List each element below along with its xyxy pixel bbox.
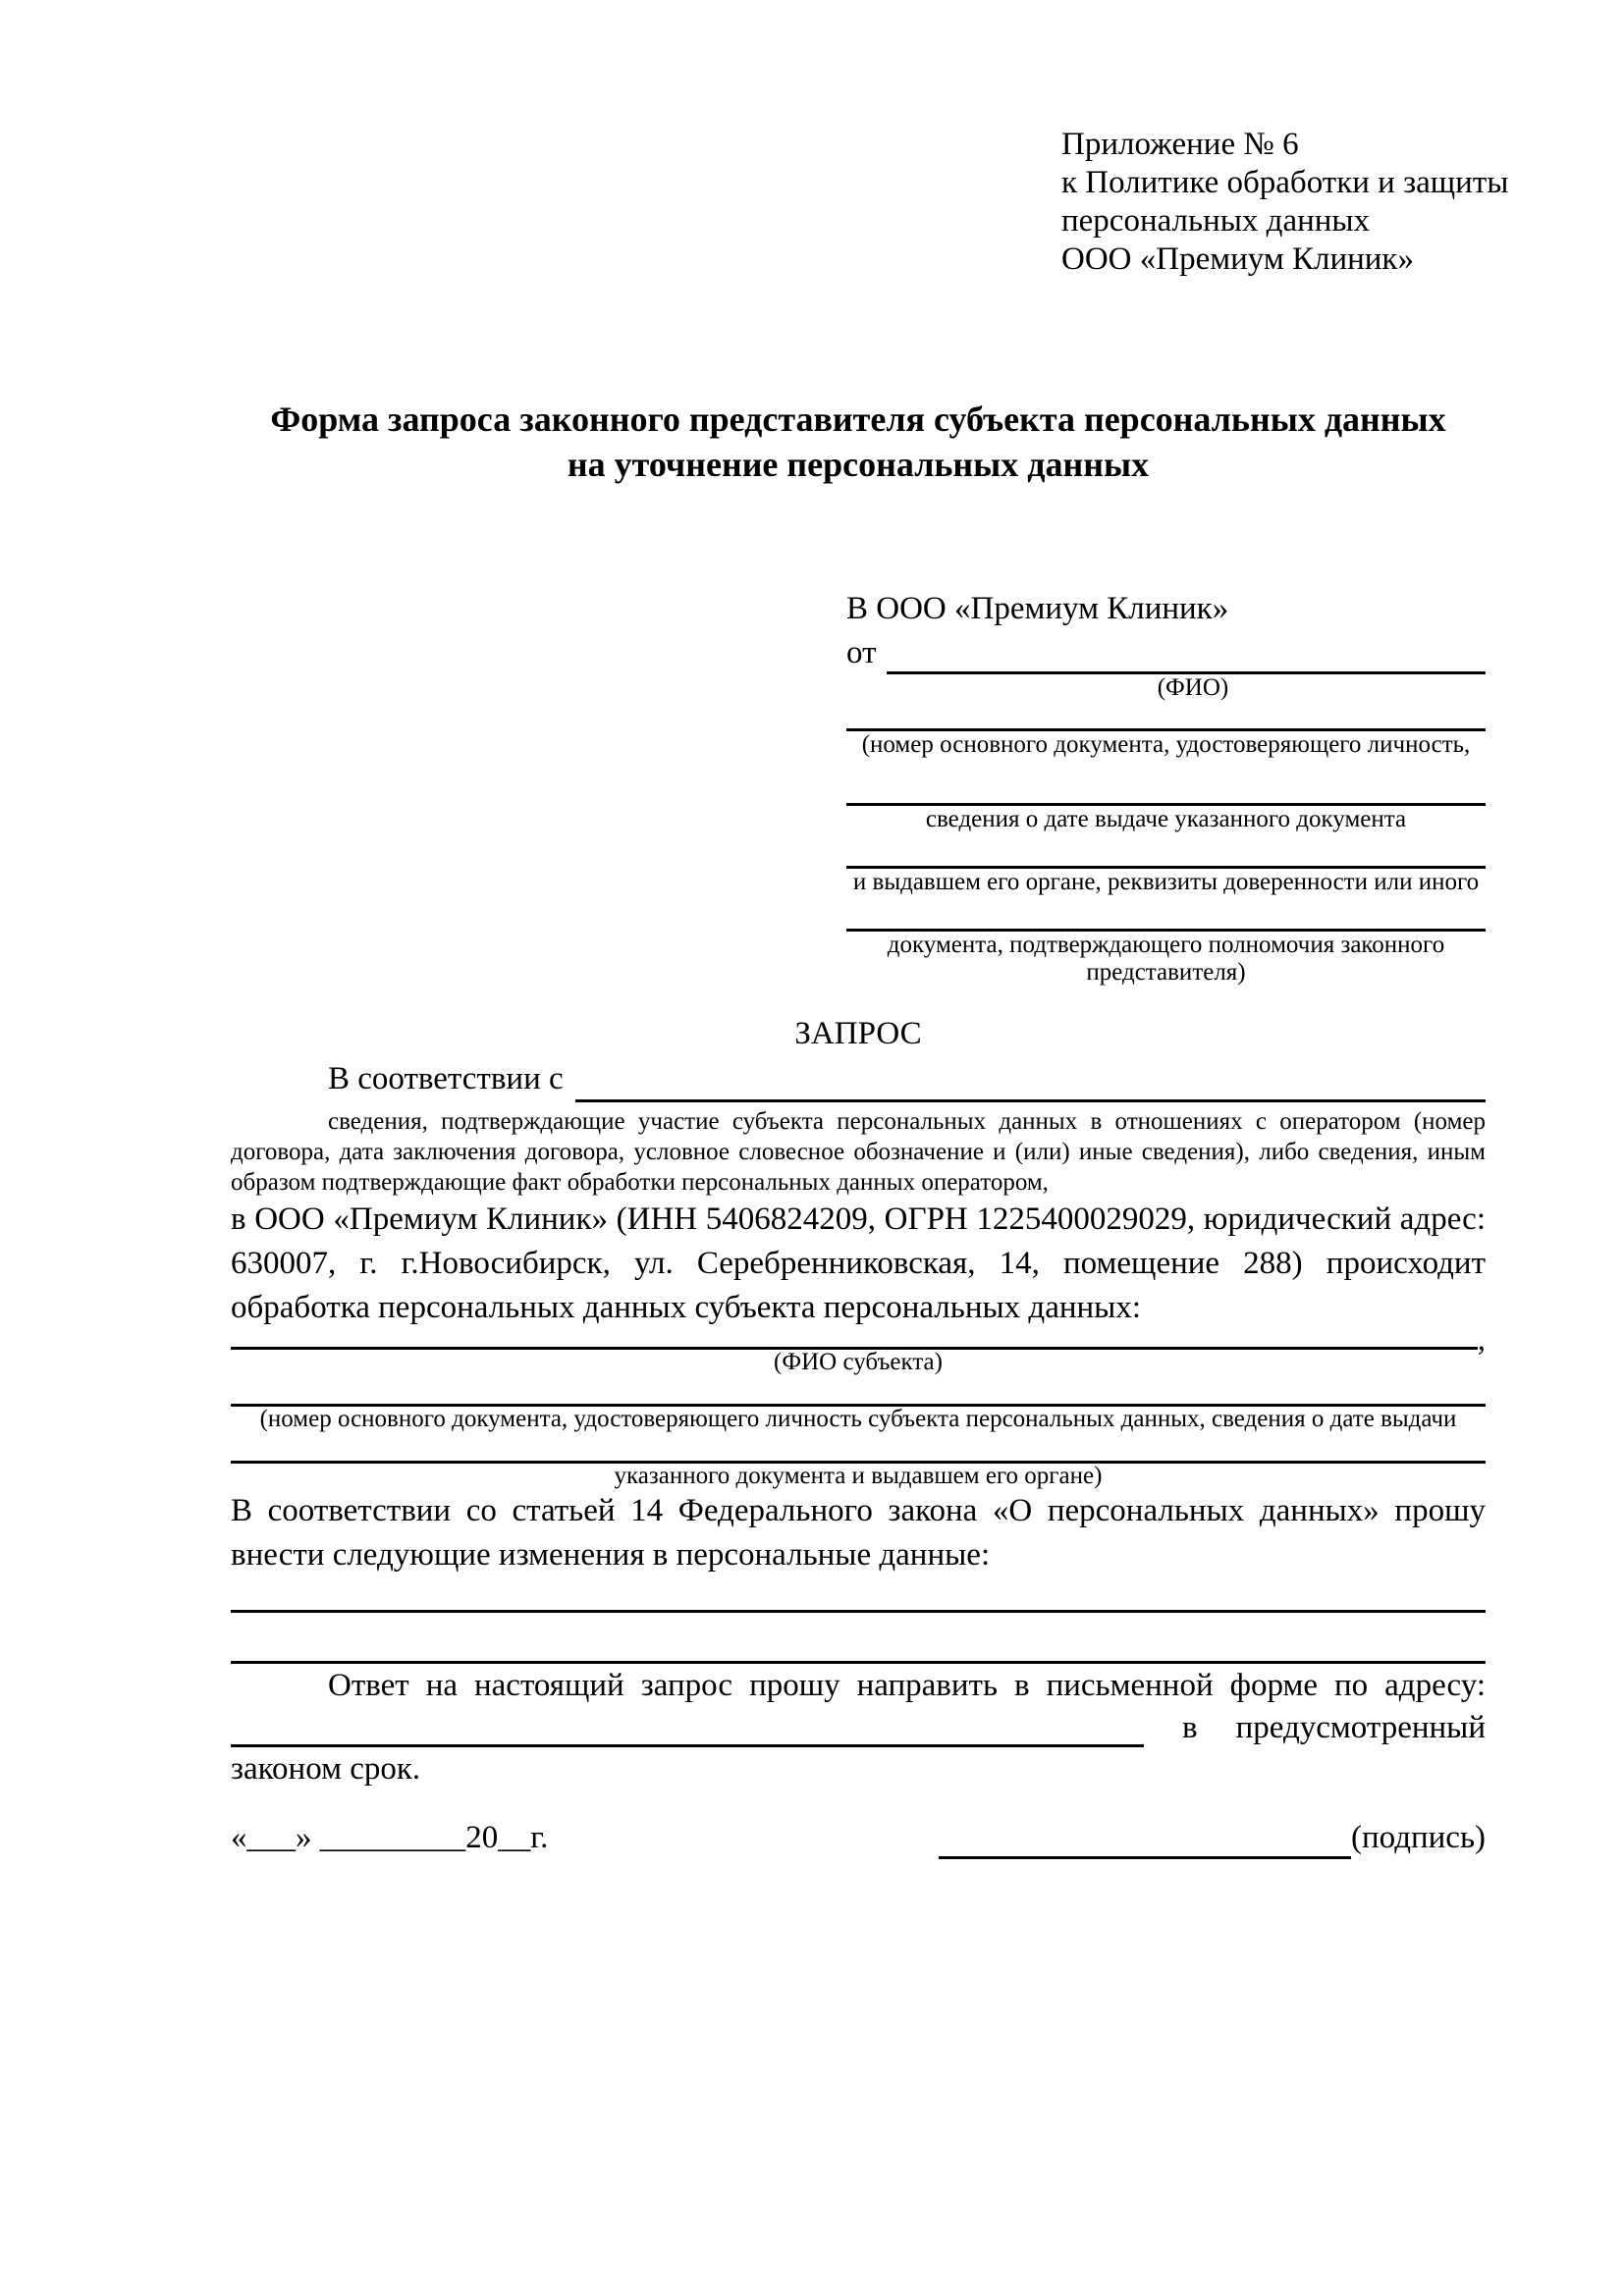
document-title-line: на уточнение персональных данных	[567, 445, 1150, 484]
legal-basis-note: сведения, подтверждающие участие субъекта персональных данных в отношениях с оператором (номер договора, дата заключения договора, условное словесное обозначение и (или) иные сведения), либо сведения, иным образом подтверждающие факт обработки персональных данных оператором,	[231, 1108, 1486, 1196]
subject-doc-blank-line	[231, 1375, 1486, 1407]
answer-text: Ответ на настоящий запрос прошу направить в письменной форме по адресу:	[328, 1668, 1486, 1703]
representative-doc-blank-line	[846, 702, 1486, 731]
subject-doc-caption-1: (номер основного документа, удостоверяющего личность субъекта персональных данных, сведения о дате выдачи	[259, 1406, 1457, 1432]
addressee-block	[846, 587, 1486, 987]
date-signature-row	[231, 1816, 1486, 1859]
answer-paragraph-line-3: законом срок.	[231, 1751, 421, 1787]
appendix-header-line: персональных данных	[1061, 203, 1371, 239]
from-label: от	[846, 635, 877, 670]
subject-doc-blank-line	[231, 1432, 1486, 1464]
accordance-row	[231, 1055, 1486, 1102]
request-heading: ЗАПРОС	[794, 1016, 922, 1051]
subject-doc-caption-2: указанного документа и выдавшем его органе)	[614, 1463, 1103, 1489]
representative-doc-blank-line	[846, 833, 1486, 869]
representative-doc-caption: (номер основного документа, удостоверяющего личность,	[861, 731, 1471, 758]
subject-fio-blank-row	[231, 1322, 1486, 1358]
representative-doc-caption: документа, подтверждающего полномочия законного представителя)	[887, 932, 1445, 986]
appendix-header	[1061, 126, 1509, 279]
accordance-blank-line	[575, 1099, 1486, 1102]
representative-doc-caption: и выдавшем его органе, реквизиты доверенности или иного	[852, 869, 1480, 895]
article-paragraph: В соответствии со статьей 14 Федерального закона «О персональных данных» прошу внести следующие изменения в персональные данные:	[231, 1493, 1486, 1573]
signature-caption: (подпись)	[1351, 1820, 1486, 1855]
changes-blank-line	[231, 1577, 1486, 1613]
subject-fio-caption: (ФИО субъекта)	[774, 1349, 943, 1375]
answer-paragraph-line-2	[231, 1708, 1486, 1747]
representative-doc-blank-line	[846, 759, 1486, 806]
subject-fio-blank-line	[231, 1330, 1478, 1350]
representative-doc-caption: сведения о дате выдаче указанного документа	[925, 806, 1407, 832]
representative-doc-blank-line	[846, 896, 1486, 932]
accordance-label: В соответствии с	[328, 1061, 564, 1096]
fio-caption: (ФИО)	[1157, 674, 1229, 701]
operator-paragraph: в ООО «Премиум Клиник» (ИНН 5406824209, ОГРН 1225400029029, юридический адрес: 630007, г. г.Новосибирск, ул. Серебренниковская, 14, помещение 288) происходит обработка персональных данных субъекта персональных данных:	[231, 1201, 1486, 1325]
changes-blank-line	[231, 1613, 1486, 1664]
answer-paragraph-line-1	[231, 1664, 1486, 1708]
comma-text: ,	[1477, 1322, 1486, 1358]
address-blank-line	[231, 1712, 1144, 1747]
from-row	[846, 631, 1486, 674]
appendix-header-line: ООО «Премиум Клиник»	[1061, 241, 1414, 277]
answer-word: в	[1182, 1710, 1198, 1745]
addressee-org: В ООО «Премиум Клиник»	[846, 591, 1229, 626]
document-title	[231, 397, 1486, 487]
date-field: «___» _________20__г.	[231, 1820, 549, 1855]
document-title-line: Форма запроса законного представителя субъекта персональных данных	[270, 400, 1446, 439]
appendix-header-line: Приложение № 6	[1061, 127, 1299, 162]
appendix-header-line: к Политике обработки и защиты	[1061, 165, 1509, 200]
answer-word: предусмотренный	[1235, 1710, 1486, 1745]
signature-group	[939, 1816, 1486, 1859]
signature-blank-line	[939, 1824, 1351, 1859]
